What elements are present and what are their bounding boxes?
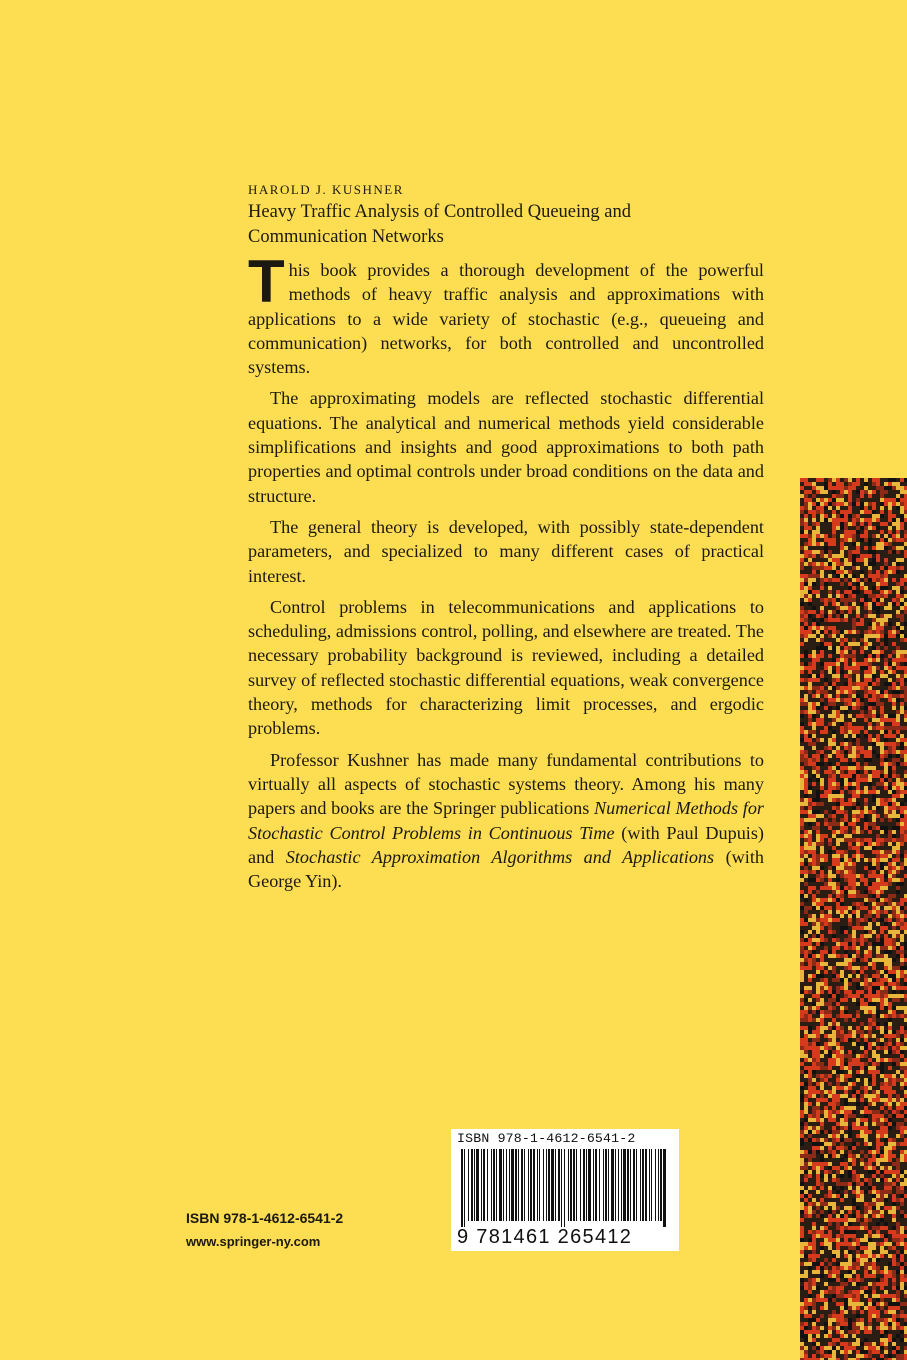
blurb-paragraph-3: The general theory is developed, with possibly state-dependent parameters, and specialized to many different cases of practical interest. <box>248 516 764 586</box>
blurb-paragraph-1-text: his book provides a thorough development of the powerful methods of heavy traffic analysis and approximations with applications to a wide variety of stochastic (e.g., queueing and communication) networks, for both controlled and uncontrolled systems. <box>248 260 764 378</box>
barcode-bars <box>461 1149 669 1227</box>
barcode-isbn-text: ISBN 978-1-4612-6541-2 <box>457 1131 636 1146</box>
mosaic-pattern <box>800 478 907 1360</box>
blurb-paragraph-1 <box>248 248 764 379</box>
publisher-url: www.springer-ny.com <box>186 1234 321 1249</box>
book-reference-1: Numerical Methods for Stochastic Control Problems in Continuous Time <box>248 798 764 843</box>
blurb-paragraph-5 <box>248 748 764 894</box>
blurb-paragraph-5-text: Professor Kushner has made many fundamental contributions to virtually all aspects of stochastic systems theory. Among his many papers and books are the Springer publications <box>248 749 764 819</box>
barcode-digits: 9 781461 265412 <box>457 1226 633 1248</box>
drop-cap: T <box>248 248 285 315</box>
blurb-paragraph-5-text-b: (with Paul Dupuis) and <box>248 822 764 867</box>
blurb-paragraph-2: The approximating models are reflected stochastic differential equations. The analytical and numerical methods yield considerable simplifications and insights and good approximations to both path properties and optimal controls under broad conditions on the data and structure. <box>248 388 764 506</box>
barcode <box>451 1129 679 1251</box>
book-reference-2: Stochastic Approximation Algorithms and Applications <box>285 846 715 867</box>
blurb-paragraph-4: Control problems in telecommunications and applications to scheduling, admissions control, polling, and elsewhere are treated. The necessary probability background is reviewed, including a detailed survey of reflected stochastic differential equations, weak convergence theory, methods for characterizing limit processes, and ergodic problems. <box>248 596 764 739</box>
blurb <box>248 248 764 900</box>
blurb-paragraph-5-text-c: (with George Yin). <box>248 846 764 892</box>
book-title: Heavy Traffic Analysis of Controlled Queueing and Communication Networks <box>248 202 631 247</box>
isbn-label: ISBN 978-1-4612-6541-2 <box>186 1210 344 1226</box>
decorative-pattern-stripe <box>800 478 907 1360</box>
author-name: HAROLD J. KUSHNER <box>248 182 404 197</box>
